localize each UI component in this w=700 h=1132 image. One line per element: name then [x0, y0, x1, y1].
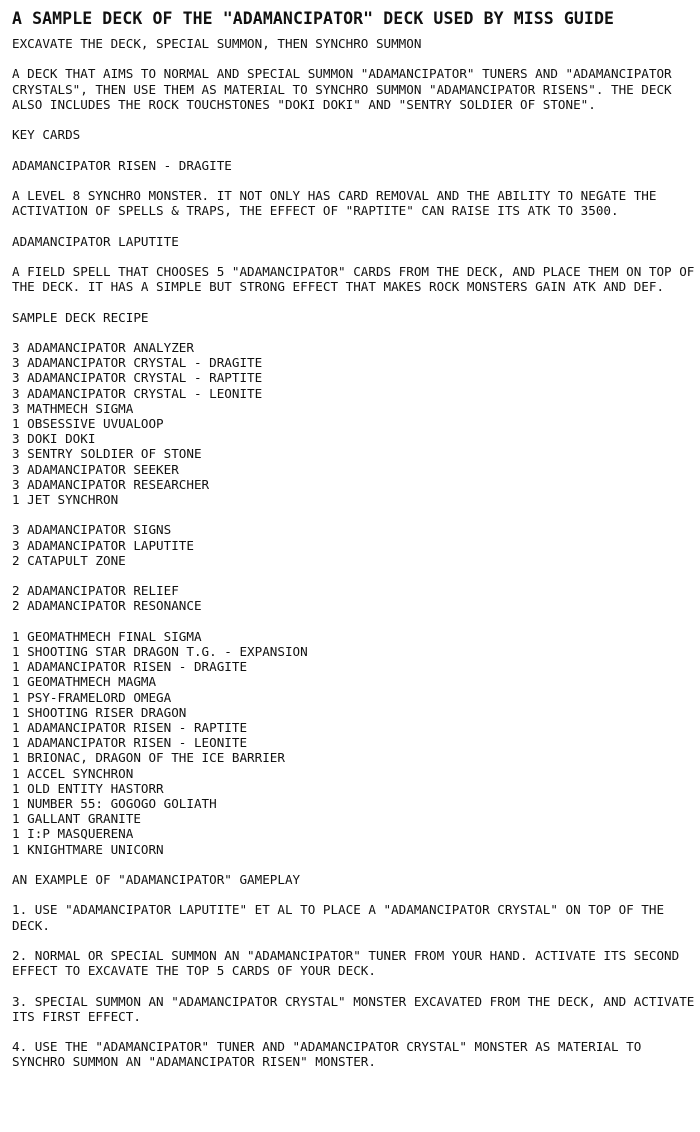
main-monster-list: [12, 340, 696, 507]
key-cards-heading: KEY CARDS: [12, 127, 81, 143]
list-item: 3 ADAMANCIPATOR CRYSTAL - RAPTITE: [12, 370, 263, 386]
key-card-name-laputite: ADAMANCIPATOR LAPUTITE: [12, 233, 179, 249]
list-item: 1 ADAMANCIPATOR RISEN - RAPTITE: [12, 719, 248, 735]
spell-list: [12, 522, 696, 568]
list-item: 3 ADAMANCIPATOR ANALYZER: [12, 339, 194, 355]
list-item: 3 ADAMANCIPATOR CRYSTAL - LEONITE: [12, 385, 263, 401]
list-item: 3 DOKI DOKI: [12, 431, 96, 447]
page-title: A SAMPLE DECK OF THE "ADAMANCIPATOR" DECK USED BY MISS GUIDE: [12, 9, 615, 28]
list-item: 3 ADAMANCIPATOR SEEKER: [12, 461, 179, 477]
recipe-heading: SAMPLE DECK RECIPE: [12, 309, 149, 325]
gameplay-step-1: 1. USE "ADAMANCIPATOR LAPUTITE" ET AL TO PLACE A "ADAMANCIPATOR CRYSTAL" ON TOP OF THE DECK.: [12, 902, 665, 933]
gameplay-heading: AN EXAMPLE OF "ADAMANCIPATOR" GAMEPLAY: [12, 871, 301, 887]
subtitle: EXCAVATE THE DECK, SPECIAL SUMMON, THEN SYNCHRO SUMMON: [12, 36, 422, 51]
list-item: 1 OBSESSIVE UVUALOOP: [12, 415, 164, 431]
extra-deck-list: [12, 629, 696, 857]
gameplay-step-2: 2. NORMAL OR SPECIAL SUMMON AN "ADAMANCIPATOR" TUNER FROM YOUR HAND. ACTIVATE ITS SECOND EFFECT TO EXCAVATE THE TOP 5 CARDS OF YOUR DECK.: [12, 947, 680, 979]
list-item: 1 GALLANT GRANITE: [12, 811, 141, 827]
list-item: 3 ADAMANCIPATOR SIGNS: [12, 522, 172, 538]
list-item: 1 SHOOTING RISER DRAGON: [12, 704, 187, 720]
list-item: 1 PSY-FRAMELORD OMEGA: [12, 689, 172, 705]
list-item: 3 ADAMANCIPATOR RESEARCHER: [12, 476, 210, 492]
list-item: 1 GEOMATHMECH FINAL SIGMA: [12, 628, 202, 644]
list-item: 2 ADAMANCIPATOR RELIEF: [12, 583, 179, 599]
list-item: 1 BRIONAC, DRAGON OF THE ICE BARRIER: [12, 750, 285, 766]
list-item: 2 ADAMANCIPATOR RESONANCE: [12, 598, 202, 614]
list-item: 1 NUMBER 55: GOGOGO GOLIATH: [12, 795, 217, 811]
intro-paragraph: A DECK THAT AIMS TO NORMAL AND SPECIAL SUMMON "ADAMANCIPATOR" TUNERS AND "ADAMANCIPATOR CRYSTALS", THEN USE THEM AS MATERIAL TO SYNCHRO SUMMON "ADAMANCIPATOR RISENS". THE DECK ALSO INCLUDES THE ROCK TOUCHSTONES "DOKI DOKI" AND "SENTRY SOLDIER OF STONE".: [12, 66, 672, 112]
list-item: 1 OLD ENTITY HASTORR: [12, 780, 164, 796]
key-card-name-dragite: ADAMANCIPATOR RISEN - DRAGITE: [12, 157, 232, 173]
list-item: 1 ADAMANCIPATOR RISEN - LEONITE: [12, 735, 248, 751]
list-item: 3 SENTRY SOLDIER OF STONE: [12, 446, 202, 462]
gameplay-step-3: 3. SPECIAL SUMMON AN "ADAMANCIPATOR CRYSTAL" MONSTER EXCAVATED FROM THE DECK, AND ACTIVATE ITS FIRST EFFECT.: [12, 993, 695, 1024]
list-item: 1 ADAMANCIPATOR RISEN - DRAGITE: [12, 659, 248, 675]
list-item: 3 ADAMANCIPATOR LAPUTITE: [12, 537, 194, 553]
list-item: 3 MATHMECH SIGMA: [12, 400, 134, 416]
list-item: 2 CATAPULT ZONE: [12, 552, 126, 568]
gameplay-step-4: 4. USE THE "ADAMANCIPATOR" TUNER AND "ADAMANCIPATOR CRYSTAL" MONSTER AS MATERIAL TO SYNCHRO SUMMON AN "ADAMANCIPATOR RISEN" MONSTER.: [12, 1039, 642, 1070]
key-card-description-laputite: A FIELD SPELL THAT CHOOSES 5 "ADAMANCIPATOR" CARDS FROM THE DECK, AND PLACE THEM ON TOP OF THE DECK. IT HAS A SIMPLE BUT STRONG EFFECT THAT MAKES ROCK MONSTERS GAIN ATK AND DEF.: [12, 263, 695, 295]
list-item: 1 KNIGHTMARE UNICORN: [12, 841, 164, 857]
key-card-description-dragite: A LEVEL 8 SYNCHRO MONSTER. IT NOT ONLY HAS CARD REMOVAL AND THE ABILITY TO NEGATE THE ACTIVATION OF SPELLS & TRAPS, THE EFFECT OF "RAPTITE" CAN RAISE ITS ATK TO 3500.: [12, 187, 657, 219]
list-item: 1 I:P MASQUERENA: [12, 826, 134, 842]
list-item: 1 ACCEL SYNCHRON: [12, 765, 134, 781]
list-item: 1 GEOMATHMECH MAGMA: [12, 674, 157, 690]
trap-list: [12, 583, 696, 613]
list-item: 3 ADAMANCIPATOR CRYSTAL - DRAGITE: [12, 355, 263, 371]
list-item: 1 JET SYNCHRON: [12, 491, 119, 507]
list-item: 1 SHOOTING STAR DRAGON T.G. - EXPANSION: [12, 643, 308, 659]
